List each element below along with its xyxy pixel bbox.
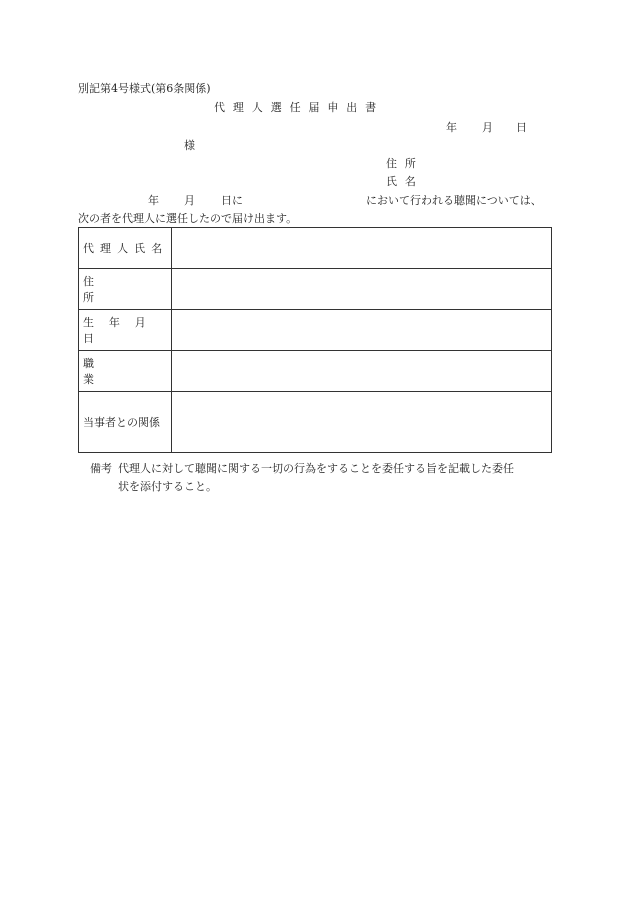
- row-label-name: [79, 228, 172, 269]
- date-year: 年: [446, 121, 457, 134]
- date-month: 月: [482, 121, 493, 134]
- row-label-relationship: [79, 392, 172, 453]
- representative-name-field[interactable]: [172, 228, 552, 269]
- representative-info-table: [78, 227, 552, 453]
- table-row: [79, 269, 552, 310]
- date-day: 日: [516, 121, 527, 134]
- table-row: [79, 392, 552, 453]
- hearing-text: において行われる聴聞については、: [366, 194, 542, 207]
- representative-occupation-field[interactable]: [172, 351, 552, 392]
- hearing-month: 月: [184, 194, 195, 207]
- name-label: 氏 名: [386, 175, 419, 188]
- table-label: 職業: [83, 357, 152, 386]
- representative-birthdate-field[interactable]: [172, 310, 552, 351]
- hearing-day: 日に: [221, 194, 243, 207]
- note-line-2: 状を添付すること。: [118, 480, 217, 493]
- table-row: [79, 228, 552, 269]
- table-row: [79, 310, 552, 351]
- row-label-birthdate: [79, 310, 172, 351]
- row-label-address: [79, 269, 172, 310]
- table-label: 住所: [83, 275, 152, 304]
- note-line-1: 代理人に対して聴聞に関する一切の行為をすることを委任する旨を記載した委任: [118, 462, 514, 475]
- relationship-field[interactable]: [172, 392, 552, 453]
- declaration-text: 次の者を代理人に選任したので届け出ます。: [78, 212, 298, 225]
- table-label: 代理人氏名: [83, 242, 169, 255]
- table-label: 生年月日: [83, 316, 161, 345]
- hearing-year: 年: [148, 194, 159, 207]
- note-heading: 備考: [90, 462, 112, 475]
- address-label: 住 所: [386, 157, 419, 170]
- table-row: [79, 351, 552, 392]
- document-title: 代 理 人 選 任 届 申 出 書: [214, 101, 379, 114]
- addressee-suffix: 様: [184, 139, 195, 152]
- table-label: 当事者との関係: [83, 416, 160, 429]
- row-label-occupation: [79, 351, 172, 392]
- representative-address-field[interactable]: [172, 269, 552, 310]
- form-reference: 別記第4号様式(第6条関係): [78, 82, 211, 95]
